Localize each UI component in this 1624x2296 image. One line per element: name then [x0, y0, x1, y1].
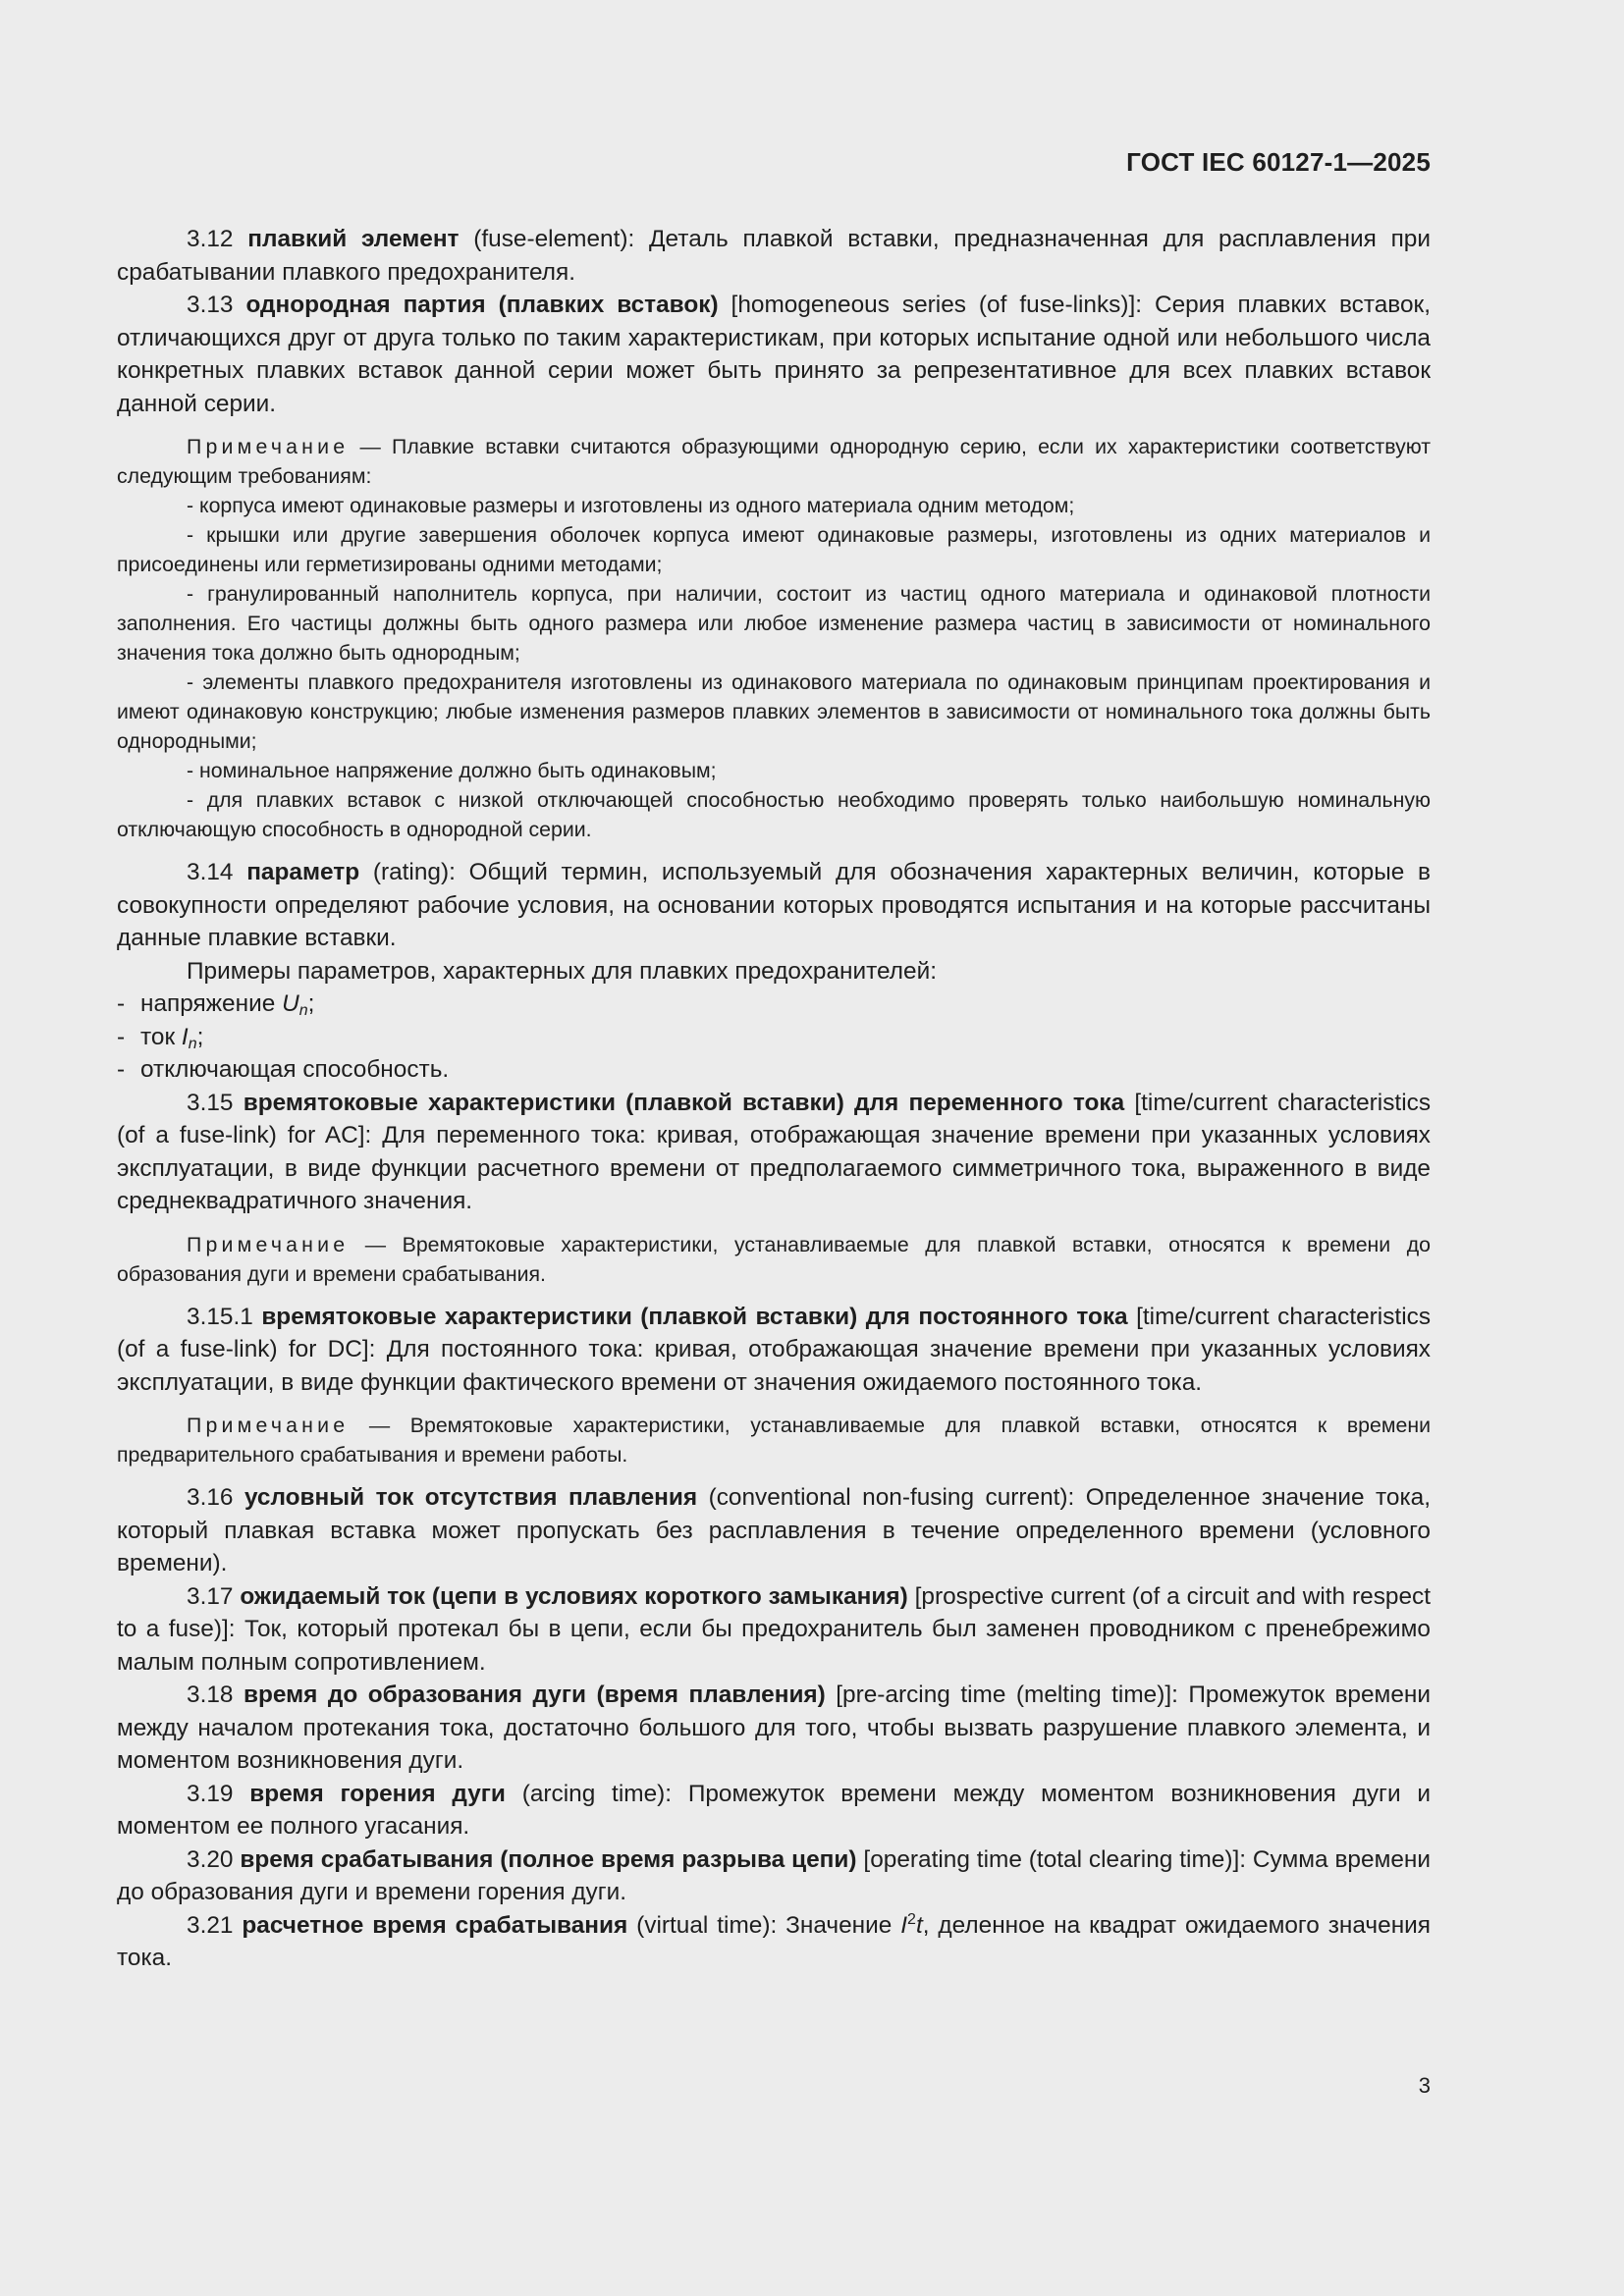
- standard-header: ГОСТ IEC 60127-1—2025: [1126, 147, 1431, 177]
- definition: [operating time (total clearing time)]: Сумма времени до образования дуги и времени горения дуги.: [117, 1845, 1431, 1905]
- examples-intro: Примеры параметров, характерных для плавких предохранителей:: [187, 957, 937, 985]
- note-ac-characteristics: [117, 1230, 1431, 1289]
- term: время до образования дуги (время плавления): [243, 1682, 826, 1708]
- note-label: Примечание: [187, 1232, 350, 1256]
- term: расчетное время срабатывания: [242, 1911, 628, 1939]
- clause-number: 3.15: [187, 1089, 244, 1116]
- note-item: - корпуса имеют одинаковые размеры и изготовлены из одного материала одним методом;: [187, 494, 1075, 517]
- clause-3-15-1: [117, 1301, 1431, 1400]
- term: времятоковые характеристики (плавкой вставки) для переменного тока: [243, 1089, 1125, 1116]
- clause-3-21: [117, 1909, 1431, 1975]
- note-item: - элементы плавкого предохранителя изготовлены из одинакового материала по одинаковым принципам проектирования и имеют одинаковую конструкцию; любые изменения размеров плавких элементов в зависимости от номинального тока должны быть однородными;: [117, 670, 1431, 753]
- note-text: — Времятоковые характеристики, устанавливаемые для плавкой вставки, относятся к времени предварительного срабатывания и времени работы.: [117, 1414, 1431, 1467]
- note-item: - для плавких вставок с низкой отключающей способностью необходимо проверять только наибольшую номинальную отключающую способность в однородной серии.: [117, 788, 1431, 841]
- example-current: - ток $I_n$;: [117, 1023, 204, 1052]
- clause-3-17: [117, 1580, 1431, 1680]
- definition: (fuse-element): Деталь плавкой вставки, предназначенная для расплавления при срабатывании плавкого предохранителя.: [117, 226, 1431, 286]
- note-text: — Времятоковые характеристики, устанавливаемые для плавкой вставки, относятся к времени до образования дуги и времени срабатывания.: [117, 1232, 1431, 1286]
- note-dc-characteristics: [117, 1411, 1431, 1469]
- definition: [homogeneous series (of fuse-links)]: Серия плавких вставок, отличающихся друг от друга только по таким характеристикам, при которых испытание одной или небольшого числа конкретных плавких вставок данной серии может быть принято за репрезентативное для всех плавких вставок данной серии.: [117, 292, 1431, 417]
- definition: [time/current characteristics (of a fuse-link) for DC]: Для постоянного тока: кривая, отображающая значение времени при указанных условиях эксплуатации, в виде функции фактического времени от значения ожидаемого постоянного тока.: [117, 1303, 1432, 1396]
- clause-number: 3.14: [187, 859, 247, 885]
- note-item: - номинальное напряжение должно быть одинаковым;: [187, 759, 717, 782]
- clause-number: 3.19: [187, 1780, 250, 1807]
- example-voltage: - напряжение $U_n$;: [117, 990, 315, 1019]
- term: ожидаемый ток (цепи в условиях короткого замыкания): [240, 1582, 908, 1610]
- note-item: - крышки или другие завершения оболочек корпуса имеют одинаковые размеры, изготовлены из одних материалов и присоединены или герметизированы одними методами;: [117, 523, 1431, 576]
- clause-3-13: [117, 289, 1431, 420]
- clause-number: 3.21: [187, 1911, 243, 1939]
- clause-3-19: [117, 1778, 1431, 1843]
- clause-number: 3.16: [187, 1484, 244, 1511]
- clause-number: 3.13: [187, 292, 246, 318]
- definition: , деленное на квадрат ожидаемого значения тока.: [117, 1911, 1432, 1971]
- clause-3-18: [117, 1679, 1431, 1778]
- term: плавкий элемент: [247, 226, 460, 252]
- note-label: Примечание: [187, 1414, 350, 1437]
- term: времятоковые характеристики (плавкой вставки) для постоянного тока: [261, 1303, 1128, 1330]
- formula-symbol: I: [900, 1911, 908, 1939]
- term: условный ток отсутствия плавления: [244, 1484, 698, 1511]
- definition: [time/current characteristics (of a fuse-link) for AC]: Для переменного тока: кривая, отображающая значение времени при указанных условиях эксплуатации, в виде функции расчетного времени от предполагаемого симметричного тока, выраженного в виде среднеквадратичного значения.: [117, 1089, 1432, 1214]
- clause-number: 3.20: [187, 1845, 241, 1873]
- definition: [prospective current (of a circuit and with respect to a fuse)]: Ток, который протекал бы в цепи, если бы предохранитель был заменен проводником с пренебрежимо малым полным сопротивлением.: [117, 1582, 1431, 1676]
- note-label: Примечание: [187, 435, 350, 458]
- clause-3-20: [117, 1843, 1431, 1909]
- definition: (conventional non-fusing current): Определенное значение тока, который плавкая вставка может пропускать без расплавления в течение определенного времени (условного времени).: [117, 1484, 1432, 1576]
- clause-3-15: [117, 1087, 1431, 1218]
- document-body: [117, 223, 1431, 1975]
- clause-number: 3.15.1: [187, 1303, 262, 1330]
- term: время горения дуги: [249, 1780, 506, 1807]
- definition: (rating): Общий термин, используемый для обозначения характерных величин, которые в совокупности определяют рабочие условия, на основании которых проводятся испытания и на которые рассчитаны данные плавкие вставки.: [117, 859, 1432, 951]
- formula-superscript: 2: [907, 1910, 916, 1928]
- clause-3-14: [117, 856, 1431, 955]
- example-breaking-capacity: - отключающая способность.: [117, 1056, 450, 1083]
- clause-3-16: [117, 1481, 1431, 1580]
- clause-number: 3.12: [187, 226, 248, 252]
- definition: [pre-arcing time (melting time)]: Промежуток времени между началом протекания тока, достаточно большого для того, чтобы вызвать разрушение плавкого элемента, и моментом возникновения дуги.: [117, 1682, 1431, 1774]
- definition: (arcing time): Промежуток времени между моментом возникновения дуги и моментом ее полного угасания.: [117, 1780, 1431, 1840]
- term: однородная партия (плавких вставок): [245, 292, 719, 318]
- note-homogeneous: [117, 432, 1431, 491]
- page-number: 3: [1418, 2073, 1431, 2098]
- clause-number: 3.18: [187, 1682, 244, 1708]
- clause-3-12: [117, 223, 1431, 289]
- note-item: - гранулированный наполнитель корпуса, при наличии, состоит из частиц одного материала и одинаковой плотности заполнения. Его частицы должны быть одного размера или любое изменение размера частиц в зависимости от номинального значения тока должно быть однородным;: [117, 582, 1431, 665]
- formula-symbol: t: [915, 1911, 923, 1939]
- note-text: — Плавкие вставки считаются образующими однородную серию, если их характеристики соответствуют следующим требованиям:: [117, 435, 1431, 488]
- clause-number: 3.17: [187, 1582, 241, 1610]
- definition: (virtual time): Значение: [627, 1911, 901, 1939]
- term: параметр: [246, 859, 360, 885]
- term: время срабатывания (полное время разрыва цепи): [240, 1845, 857, 1873]
